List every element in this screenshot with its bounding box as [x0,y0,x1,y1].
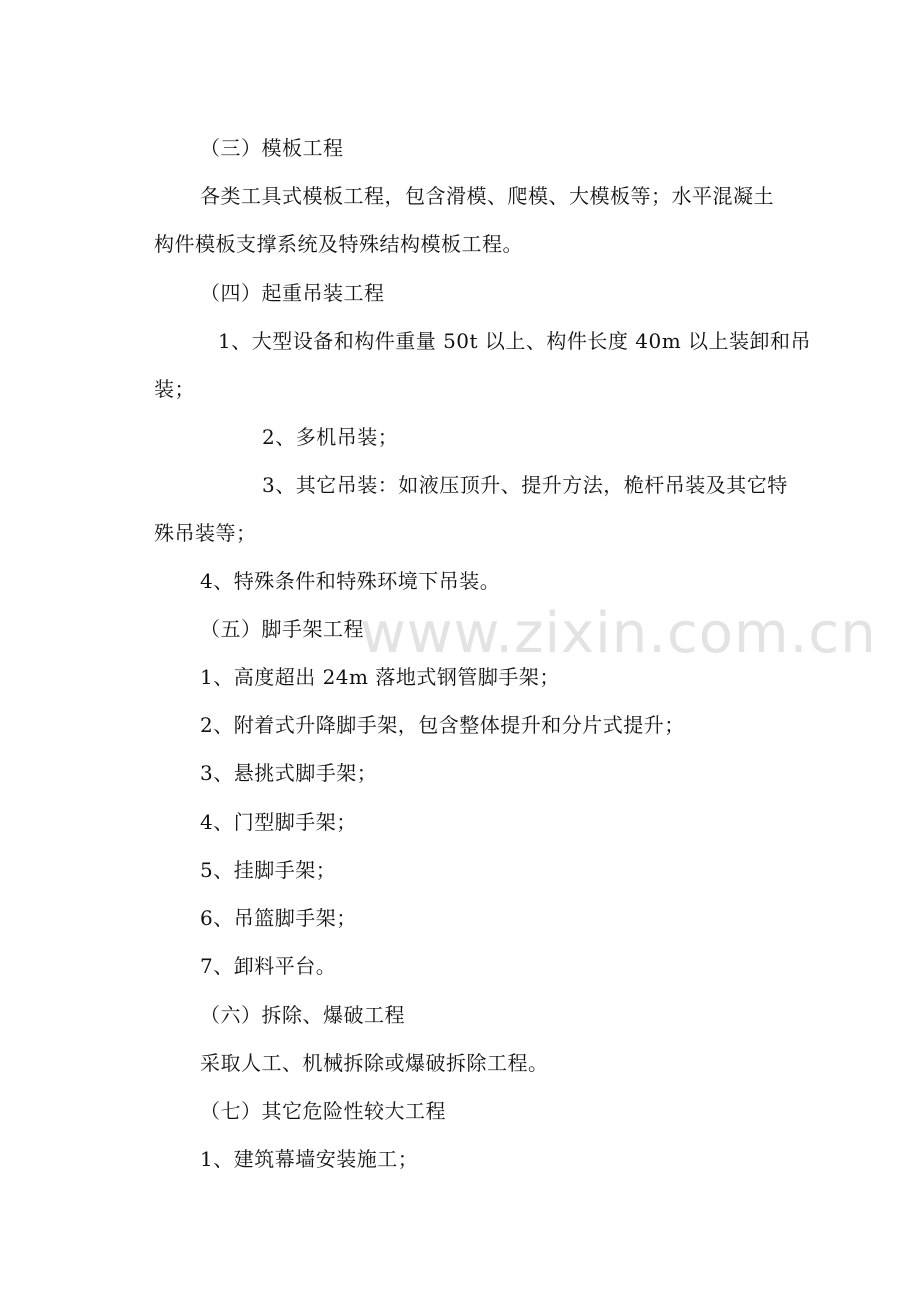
scaffolding-item-6: 6、吊篮脚手架； [200,906,357,930]
lifting-item-2: 2、多机吊装； [262,425,399,449]
scaffolding-item-1: 1、高度超出 24m 落地式钢管脚手架； [200,665,560,689]
other-hazardous-item-1: 1、建筑幕墙安装施工； [200,1147,419,1171]
paragraph-formwork-line2: 构件模板支撑系统及特殊结构模板工程。 [154,232,523,256]
heading-other-hazardous: （七）其它危险性较大工程 [200,1099,446,1123]
paragraph-demolition: 采取人工、机械拆除或爆破拆除工程。 [200,1051,549,1075]
scaffolding-item-5: 5、挂脚手架； [200,858,337,882]
heading-demolition: （六）拆除、爆破工程 [200,1003,405,1027]
lifting-item-1-line1: 1、大型设备和构件重量 50t 以上、构件长度 40m 以上装卸和吊 [218,329,812,353]
paragraph-formwork-line1: 各类工具式模板工程，包含滑模、爬模、大模板等；水平混凝土 [200,184,774,208]
heading-scaffolding: （五）脚手架工程 [200,617,364,641]
scaffolding-item-2: 2、附着式升降脚手架，包含整体提升和分片式提升； [200,713,685,737]
lifting-item-4: 4、特殊条件和特殊环境下吊装。 [200,569,501,593]
lifting-item-3-line1: 3、其它吊装：如液压顶升、提升方法，桅杆吊装及其它特 [262,473,788,497]
scaffolding-item-7: 7、卸料平台。 [200,954,337,978]
scaffolding-item-4: 4、门型脚手架； [200,810,357,834]
lifting-item-1-line2: 装； [154,377,195,401]
watermark: www.zixin.com.cn [360,601,877,666]
scaffolding-item-3: 3、悬挑式脚手架； [200,761,378,785]
lifting-item-3-line2: 殊吊装等； [154,521,257,545]
heading-lifting: （四）起重吊装工程 [200,281,385,305]
heading-formwork: （三）模板工程 [200,136,344,160]
